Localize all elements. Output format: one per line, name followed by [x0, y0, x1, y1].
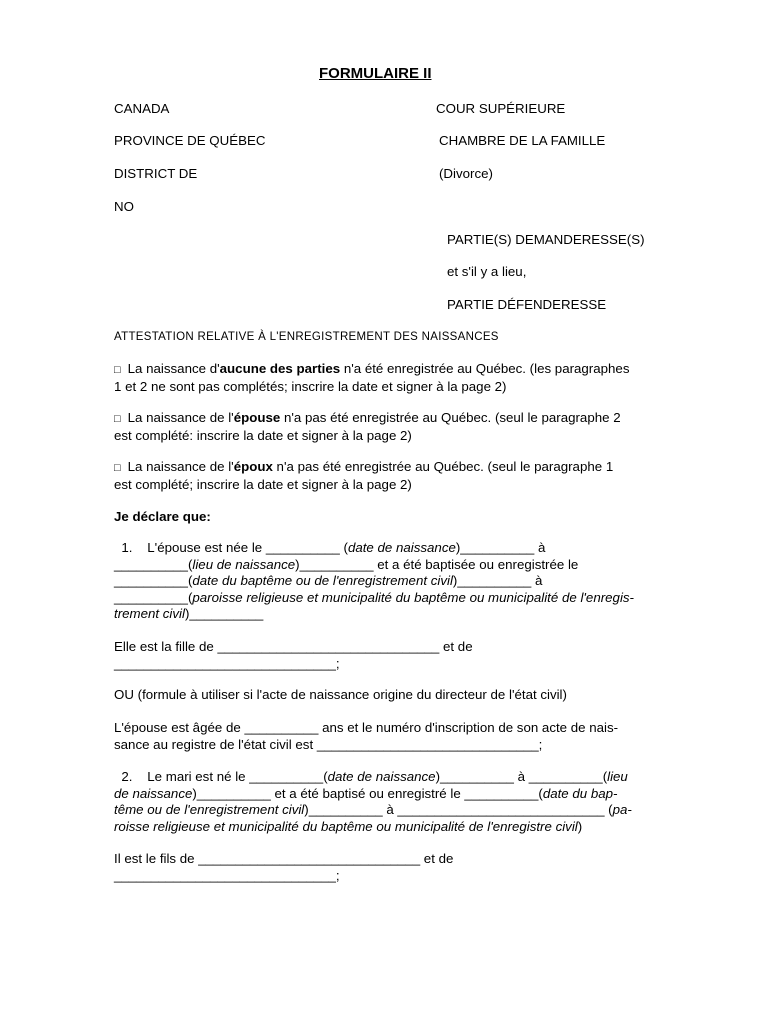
declaration-son-of: Il est le fils de ______________________________ et de ______________________________;	[114, 851, 454, 883]
party-plaintiff: PARTIE(S) DEMANDERESSE(S)	[447, 232, 645, 247]
header-district: DISTRICT DE	[114, 166, 198, 181]
checkbox-none[interactable]: □	[114, 364, 121, 376]
attestation-option-wife: □ La naissance de l'épouse n'a pas été enregistrée au Québec. (seul le paragraphe 2 est complété: inscrire la date et signer à la page 2)	[114, 410, 621, 443]
declaration-paragraph-2: 2. Le mari est né le __________(date de naissance)__________ à __________(lieu de naissance)__________ et a été baptisé ou enregistré le __________(date du bap- tême ou de l'enregistrement civil)__________ à ____________________________ (pa- roisse religieuse et municipalité du baptême ou municipalité de l'enregistre civil)	[114, 769, 632, 834]
header-province: PROVINCE DE QUÉBEC	[114, 133, 266, 148]
header-chamber: CHAMBRE DE LA FAMILLE	[439, 133, 606, 148]
attestation-heading: ATTESTATION RELATIVE À L'ENREGISTREMENT DES NAISSANCES	[114, 331, 499, 343]
header-court: COUR SUPÉRIEURE	[436, 101, 566, 116]
declaration-age: L'épouse est âgée de __________ ans et le numéro d'inscription de son acte de nais- sance au registre de l'état civil est ______________________________;	[114, 720, 619, 752]
header-divorce: (Divorce)	[439, 166, 493, 181]
declaration-daughter-of: Elle est la fille de ______________________________ et de ______________________________;	[114, 639, 473, 671]
checkbox-wife[interactable]: □	[114, 413, 121, 425]
header-country: CANADA	[114, 101, 170, 116]
checkbox-husband[interactable]: □	[114, 462, 121, 474]
header-number: NO	[114, 199, 134, 214]
attestation-option-none: □ La naissance d'aucune des parties n'a été enregistrée au Québec. (les paragraphes 1 et 2 ne sont pas complétés; inscrire la date et signer à la page 2)	[114, 361, 630, 394]
party-connector: et s'il y a lieu,	[447, 264, 527, 279]
form-title: FORMULAIRE II	[319, 65, 432, 82]
declaration-alternative: OU (formule à utiliser si l'acte de naissance origine du directeur de l'état civil)	[114, 687, 567, 702]
declaration-heading: Je déclare que:	[114, 509, 211, 524]
party-defendant: PARTIE DÉFENDERESSE	[447, 297, 607, 312]
attestation-option-husband: □ La naissance de l'époux n'a pas été enregistrée au Québec. (seul le paragraphe 1 est complété; inscrire la date et signer à la page 2)	[114, 459, 614, 492]
declaration-paragraph-1: 1. L'épouse est née le __________ (date de naissance)__________ à __________(lieu de naissance)__________ et a été baptisée ou enregistrée le __________(date du baptême ou de l'enregistrement civil)__________ à __________(paroisse religieuse et municipalité du baptême ou municipalité de l'enregis- trement civil)__________	[114, 540, 634, 621]
